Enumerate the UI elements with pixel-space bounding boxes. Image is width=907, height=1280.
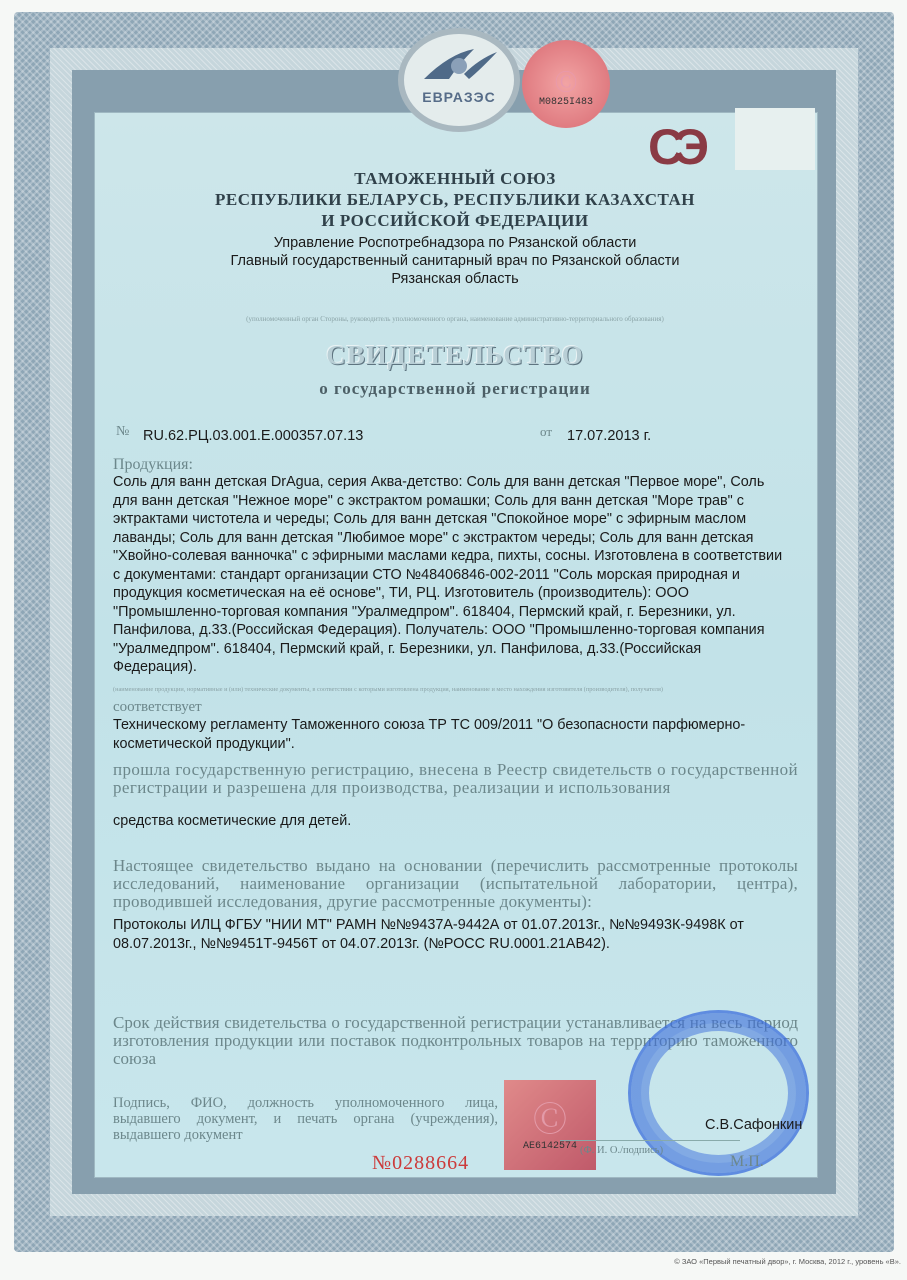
authority-line: Главный государственный санитарный врач по Рязанской области — [230, 253, 680, 269]
signatory-caption: (Ф. И. О./подпись) — [580, 1145, 664, 1156]
stamp-place-label: М.П. — [730, 1153, 764, 1170]
hologram-serial: M0825I483 — [538, 97, 593, 108]
basis-documents — [113, 916, 744, 953]
form-serial-number: №0288664 — [372, 1152, 470, 1174]
product-caption: (наименование продукции, нормативные и (или) технические документы, в соответствии с которыми изготовлена продукция, наименование и место нахождения изготовителя (производителя), получателя) — [113, 686, 663, 693]
se-mark-logo: СЭ — [648, 119, 700, 175]
hologram-logo-icon: Ⓒ — [554, 70, 577, 95]
qr-area — [735, 108, 815, 170]
registration-scope: средства косметические для детей. — [113, 813, 352, 829]
number-label: № — [116, 424, 130, 439]
date-label: от — [540, 424, 553, 439]
conformity-text — [113, 716, 745, 753]
conformity-label: соответствует — [113, 699, 202, 715]
product-description — [113, 473, 782, 677]
registration-statement: прошла государственную регистрацию, внесена в Реестр свидетельств о государственной регистрации и разрешена для производства, реализации и использования — [113, 760, 798, 797]
product-line: продукция косметическая на её основе", ТИ, РЦ. Изготовитель (производитель): ООО — [113, 585, 689, 601]
hologram-sticker-bottom — [504, 1080, 596, 1170]
header-line: И РОССИЙСКОЙ ФЕДЕРАЦИИ — [321, 211, 589, 230]
document-subtitle: о государственной регистрации — [319, 379, 591, 398]
signature-line — [560, 1140, 740, 1141]
authority-caption: (уполномоченный орган Стороны, руководитель уполномоченного органа, наименование административно-территориального образования) — [246, 315, 664, 323]
product-line: "Хвойно-солевая ванночка" с эфирными маслами кедра, пихты, сосны. Изготовлена в соответствии — [113, 548, 783, 564]
emblem-bird-icon — [419, 44, 499, 84]
signature-label: Подпись, ФИО, должность уполномоченного лица, выдавшего документ, и печать органа (учреждения), выдавшего документ — [113, 1095, 498, 1143]
product-line: Панфилова, д.33.(Российская Федерация). Получатель: ООО "Промышленно-торговая компания — [113, 622, 765, 638]
issue-date: 17.07.2013 г. — [567, 428, 652, 444]
product-label: Продукция: — [113, 456, 193, 473]
issuer-header — [94, 168, 816, 231]
product-line: Федерация). — [113, 659, 197, 675]
validity-statement: Срок действия свидетельства о государственной регистрации устанавливается на весь период изготовления продукции или поставок подконтрольных товаров на территорию таможенного союза — [113, 1013, 798, 1068]
authority-block — [94, 234, 816, 288]
product-line: "Промышленно-торговая компания "Уралмедпром". 618404, Пермский край, г. Березники, ул. — [113, 603, 736, 620]
emblem-text: ЕВРАЗЭС — [422, 89, 496, 105]
product-line: "Уралмедпром". 618404, Пермский край, г. Березники, ул. Панфилова, д.33.(Российская — [113, 640, 702, 657]
signatory-name: С.В.Сафонкин — [705, 1117, 803, 1133]
hologram-logo-icon: Ⓒ — [533, 1101, 567, 1139]
hologram-serial: AE6142574 — [522, 1141, 577, 1152]
product-line: Соль для ванн детская DrAgua, серия Аква-детство: Соль для ванн детская "Первое море", Соль — [113, 474, 765, 490]
product-line: для ванн детская "Нежное море" с экстрактом ромашки; Соль для ванн детская "Море трав" с — [113, 492, 744, 509]
basis-line: 08.07.2013г., №№9451Т-9456Т от 04.07.2013г. (№РОСС RU.0001.21АВ42). — [113, 935, 610, 952]
conformity-line: Техническому регламенту Таможенного союза ТР ТС 009/2011 "О безопасности парфюмерно- — [113, 717, 746, 733]
product-line: с документами: стандарт организации СТО №48406846-002-2011 "Соль морская природная и — [113, 566, 740, 583]
printer-footer: © ЗАО «Первый печатный двор», г. Москва, 2012 г., уровень «В». — [674, 1257, 901, 1266]
conformity-line: косметической продукции". — [113, 735, 295, 752]
header-line: РЕСПУБЛИКИ БЕЛАРУСЬ, РЕСПУБЛИКИ КАЗАХСТАН — [215, 190, 695, 209]
basis-line: Протоколы ИЛЦ ФГБУ "НИИ МТ" РАМН №№9437А-9442А от 01.07.2013г., №№9493К-9498К от — [113, 917, 744, 933]
document-title: СВИДЕТЕЛЬСТВО — [326, 340, 584, 370]
header-line: ТАМОЖЕННЫЙ СОЮЗ — [354, 169, 556, 188]
registration-number: RU.62.РЦ.03.001.Е.000357.07.13 — [143, 428, 364, 444]
authority-line: Управление Роспотребнадзора по Рязанской области — [273, 235, 637, 251]
product-line: эктрактами чистотела и череды; Соль для ванн детская "Спокойное море" с эфирным маслом — [113, 511, 747, 527]
authority-line: Рязанская область — [391, 271, 519, 287]
basis-statement: Настоящее свидетельство выдано на основании (перечислить рассмотренные протоколы исследований, наименование организации (испытательной лаборатории, центра), проводившей исследования, другие рассмотренные документы): — [113, 856, 798, 911]
evrazes-emblem — [398, 28, 520, 132]
hologram-sticker-top — [522, 40, 610, 128]
product-line: лаванды; Соль для ванн детская "Любимое море" с экстрактом череды; Соль для ванн детская — [113, 529, 754, 546]
